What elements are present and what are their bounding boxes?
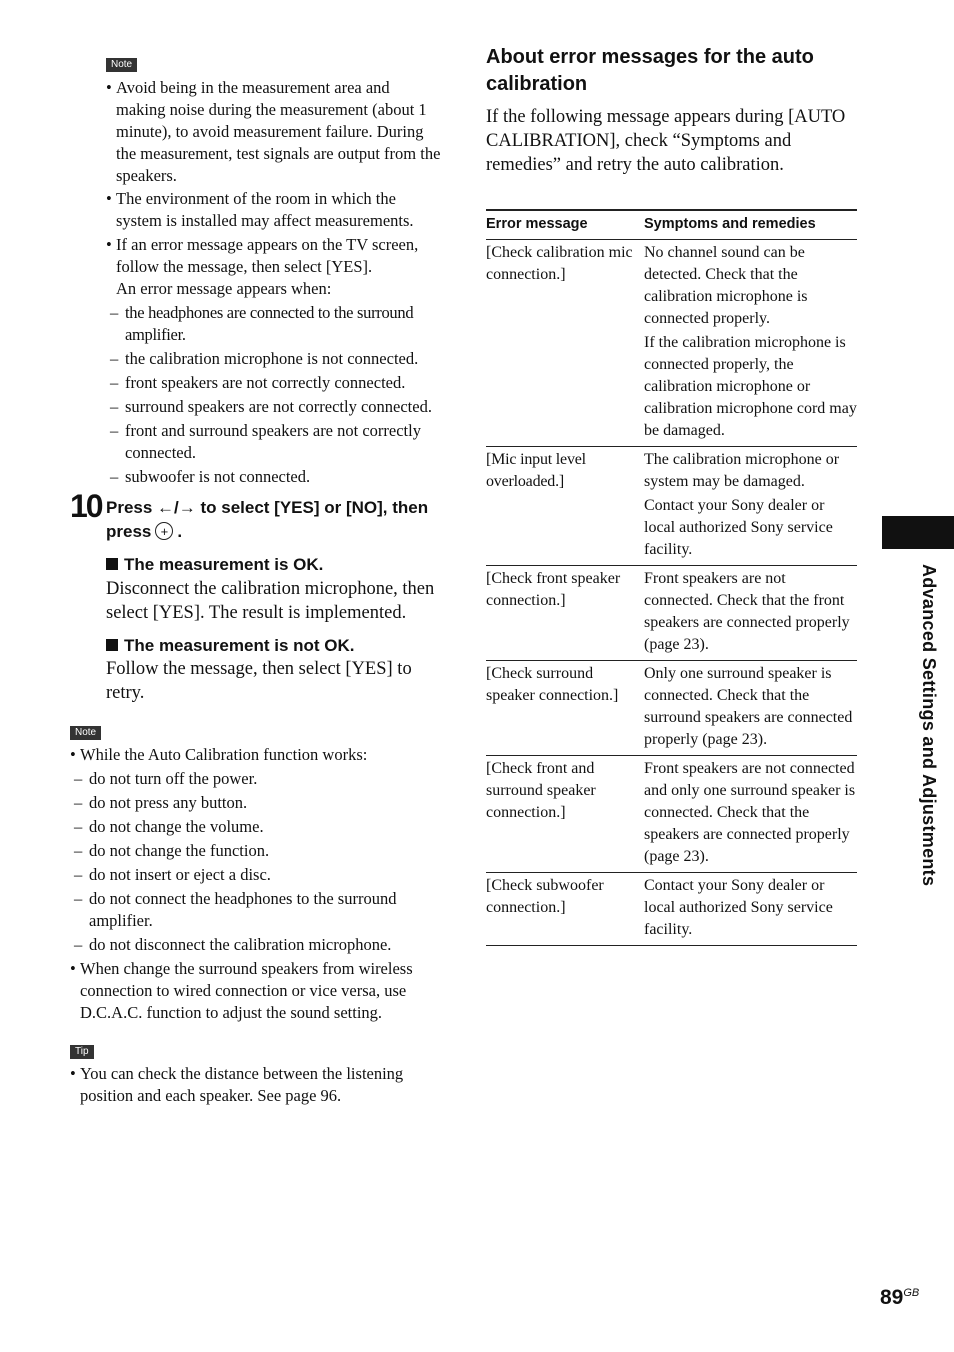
note-2-dash-item: – do not connect the headphones to the surround amplifier. xyxy=(70,888,442,932)
error-cell: [Check front speaker connection.] xyxy=(486,566,644,661)
page-number-value: 89 xyxy=(880,1286,904,1309)
result-ok xyxy=(106,554,442,625)
tip-section xyxy=(70,1041,442,1107)
note-1-dashes xyxy=(106,302,442,488)
note-1-bullet-text: If an error message appears on the TV screen, follow the message, then select [YES]. xyxy=(116,235,419,276)
remedy-text: The calibration microphone or system may be damaged. xyxy=(644,451,840,490)
note-2-dash-item: – do not press any button. xyxy=(70,792,442,814)
page-number xyxy=(880,1286,919,1310)
tip-label: Tip xyxy=(70,1045,94,1059)
note-section-2 xyxy=(70,722,442,1024)
note-2-dash-item: – do not insert or eject a disc. xyxy=(70,864,442,886)
note-2-bullets xyxy=(70,744,442,766)
note-2-dashes xyxy=(70,768,442,956)
remedy-cell xyxy=(644,566,857,661)
remedy-text: Front speakers are not connected and only one surround speaker is connected. Check that the speakers are connected properly (page 23). xyxy=(644,760,856,865)
note-2-bullet: • When change the surround speakers from wireless connection to wired connection or vice versa, use D.C.A.C. function to adjust the sound setting. xyxy=(70,958,442,1024)
left-column xyxy=(70,54,442,1107)
table-row xyxy=(486,447,857,566)
result-not-ok xyxy=(106,635,442,705)
remedy-text: Only one surround speaker is connected. Check that the surround speakers are connected properly (page 23). xyxy=(644,665,853,748)
page-number-suffix: GB xyxy=(903,1287,920,1299)
result-ok-heading-row xyxy=(106,554,442,576)
note-section-1 xyxy=(106,54,442,488)
result-not-ok-body: Follow the message, then select [YES] to retry. xyxy=(106,659,412,703)
table-row xyxy=(486,661,857,756)
step-10 xyxy=(70,490,442,540)
error-table xyxy=(486,209,857,946)
note-1-dash-item: – surround speakers are not correctly connected. xyxy=(106,396,442,418)
note-2-dash-item: – do not change the function. xyxy=(70,840,442,862)
note-1-dash-item: – front and surround speakers are not correctly connected. xyxy=(106,420,442,464)
note-2-dash-item: – do not disconnect the calibration microphone. xyxy=(70,934,442,956)
error-cell: [Check subwoofer connection.] xyxy=(486,873,644,946)
note-2-dash-item: – do not change the volume. xyxy=(70,816,442,838)
note-1-dash-item: – subwoofer is not connected. xyxy=(106,466,442,488)
right-column xyxy=(486,44,857,946)
note-1-dash-item: – the calibration microphone is not connected. xyxy=(106,348,442,370)
result-ok-body: Disconnect the calibration microphone, then select [YES]. The result is implemented. xyxy=(106,579,435,623)
remedy-cell xyxy=(644,756,857,873)
table-row xyxy=(486,566,857,661)
remedy-text: Front speakers are not connected. Check that the front speakers are connected properly (page 23). xyxy=(644,570,850,653)
error-cell: [Check calibration mic connection.] xyxy=(486,240,644,447)
note-label: Note xyxy=(106,58,137,72)
note-label: Note xyxy=(70,726,101,740)
remedy-cell xyxy=(644,447,857,566)
result-not-ok-heading-row xyxy=(106,635,442,657)
table-row xyxy=(486,873,857,946)
remedy-text: Contact your Sony dealer or local authorized Sony service facility. xyxy=(644,877,833,938)
note-1-bullet: • The environment of the room in which the system is installed may affect measurements. xyxy=(106,188,442,232)
remedy-text: Contact your Sony dealer or local authorized Sony service facility. xyxy=(644,497,833,558)
table-header-row xyxy=(486,210,857,240)
note-1-sub-intro: An error message appears when: xyxy=(116,279,332,298)
column-header-remedies: Symptoms and remedies xyxy=(644,210,857,240)
note-1-dash-item: – the headphones are connected to the surround amplifier. xyxy=(106,302,442,346)
tip-bullets xyxy=(70,1063,442,1107)
step-instruction-text: Press ←/→ to select [YES] or [NO], then press xyxy=(106,498,429,541)
remedy-cell xyxy=(644,873,857,946)
tip-bullet: • You can check the distance between the listening position and each speaker. See page 96. xyxy=(70,1063,442,1107)
column-header-error: Error message xyxy=(486,210,644,240)
error-cell: [Check surround speaker connection.] xyxy=(486,661,644,756)
section-intro: If the following message appears during [AUTO CALIBRATION], check “Symptoms and remedies” and retry the auto calibration. xyxy=(486,107,846,175)
enter-button-icon xyxy=(155,522,173,540)
note-2-dash-item: – do not turn off the power. xyxy=(70,768,442,790)
section-tab-marker xyxy=(882,516,954,549)
note-1-bullet: • Avoid being in the measurement area and making noise during the measurement (about 1 minute), to avoid measurement failure. During the measurement, test signals are output from the speakers. xyxy=(106,77,442,187)
square-bullet-icon xyxy=(106,558,118,570)
note-1-dash-item: – front speakers are not correctly connected. xyxy=(106,372,442,394)
square-bullet-icon xyxy=(106,639,118,651)
note-1-bullet xyxy=(106,234,442,300)
section-tab-label: Advanced Settings and Adjustments xyxy=(919,564,939,887)
table-row xyxy=(486,240,857,447)
remedy-text: No channel sound can be detected. Check that the calibration microphone is connected properly. xyxy=(644,244,808,327)
remedy-cell xyxy=(644,240,857,447)
step-number: 10 xyxy=(70,488,102,524)
remedy-cell xyxy=(644,661,857,756)
step-instruction xyxy=(106,496,446,544)
note-2-bullet: • While the Auto Calibration function works: xyxy=(70,744,442,766)
remedy-text: If the calibration microphone is connected properly, the calibration microphone or calibration microphone cord may be damaged. xyxy=(644,334,857,439)
table-row xyxy=(486,756,857,873)
result-ok-heading: The measurement is OK. xyxy=(124,555,324,574)
note-1-bullets xyxy=(106,77,442,300)
error-cell: [Check front and surround speaker connection.] xyxy=(486,756,644,873)
result-not-ok-heading: The measurement is not OK. xyxy=(124,636,355,655)
section-heading: About error messages for the auto calibration xyxy=(486,46,814,95)
note-2-bullets-b xyxy=(70,958,442,1024)
step-instruction-end: . xyxy=(177,522,183,541)
error-cell: [Mic input level overloaded.] xyxy=(486,447,644,566)
